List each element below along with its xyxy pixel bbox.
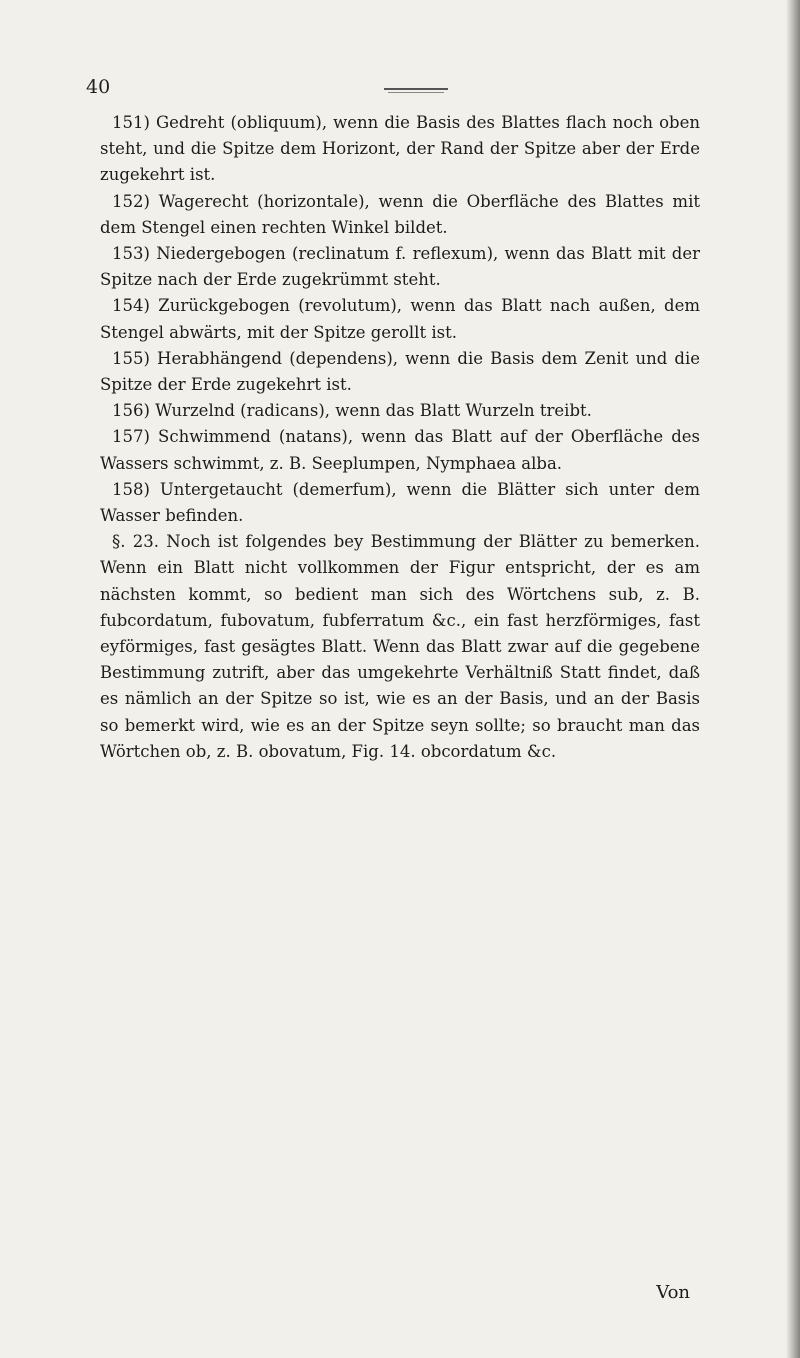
header-rule [384, 88, 448, 90]
entry-153: 153) Niedergebogen (reclinatum f. reflexum), wenn das Blatt mit der Spitze nach der Erde zugekrümmt steht. [100, 244, 700, 290]
entry-157: 157) Schwimmend (natans), wenn das Blatt auf der Oberfläche des Wassers schwimmt, z. B. Seeplumpen, Nymphaea alba. [100, 427, 700, 473]
entry-154: 154) Zurückgebogen (revolutum), wenn das Blatt nach außen, dem Stengel abwärts, mit der Spitze gerollt ist. [100, 296, 700, 342]
entry-155: 155) Herabhängend (dependens), wenn die Basis dem Zenit und die Spitze der Erde zugekehrt ist. [100, 348, 700, 395]
page-body [100, 110, 700, 765]
entry-158: 158) Untergetaucht (demerfum), wenn die Blätter sich unter dem Wasser befinden. [100, 479, 700, 526]
catchword: Von [656, 1282, 690, 1303]
entry-152: 152) Wagerecht (horizontale), wenn die Oberfläche des Blattes mit dem Stengel einen rechten Winkel bildet. [100, 191, 700, 237]
section-23-paragraph: §. 23. Noch ist folgendes bey Bestimmung der Blätter zu bemerken. Wenn ein Blatt nicht vollkommen der Figur entspricht, der es am nächsten kommt, so bedient man sich des Wörtchens sub, z. B. fubcordatum, fubovatum, fubferratum &c., ein fast herzförmiges, fast eyförmiges, fast gesägtes Blatt. Wenn das Blatt zwar auf die gegebene Bestimmung zutrift, aber das umgekehrte Verhältniß Statt findet, daß es nämlich an der Spitze so ist, wie es an der Basis, und an der Basis so bemerkt wird, wie es an der Spitze seyn sollte; so braucht man das Wörtchen ob, z. B. obovatum, Fig. 14. obcordatum &c. [100, 532, 700, 761]
page-number: 40 [86, 76, 111, 98]
entry-151: 151) Gedreht (obliquum), wenn die Basis des Blattes flach noch oben steht, und die Spitze dem Horizont, der Rand der Spitze aber der Erde zugekehrt ist. [100, 113, 700, 185]
entry-156: 156) Wurzelnd (radicans), wenn das Blatt Wurzeln treibt. [112, 401, 592, 421]
page-edge-shadow [786, 0, 800, 1358]
